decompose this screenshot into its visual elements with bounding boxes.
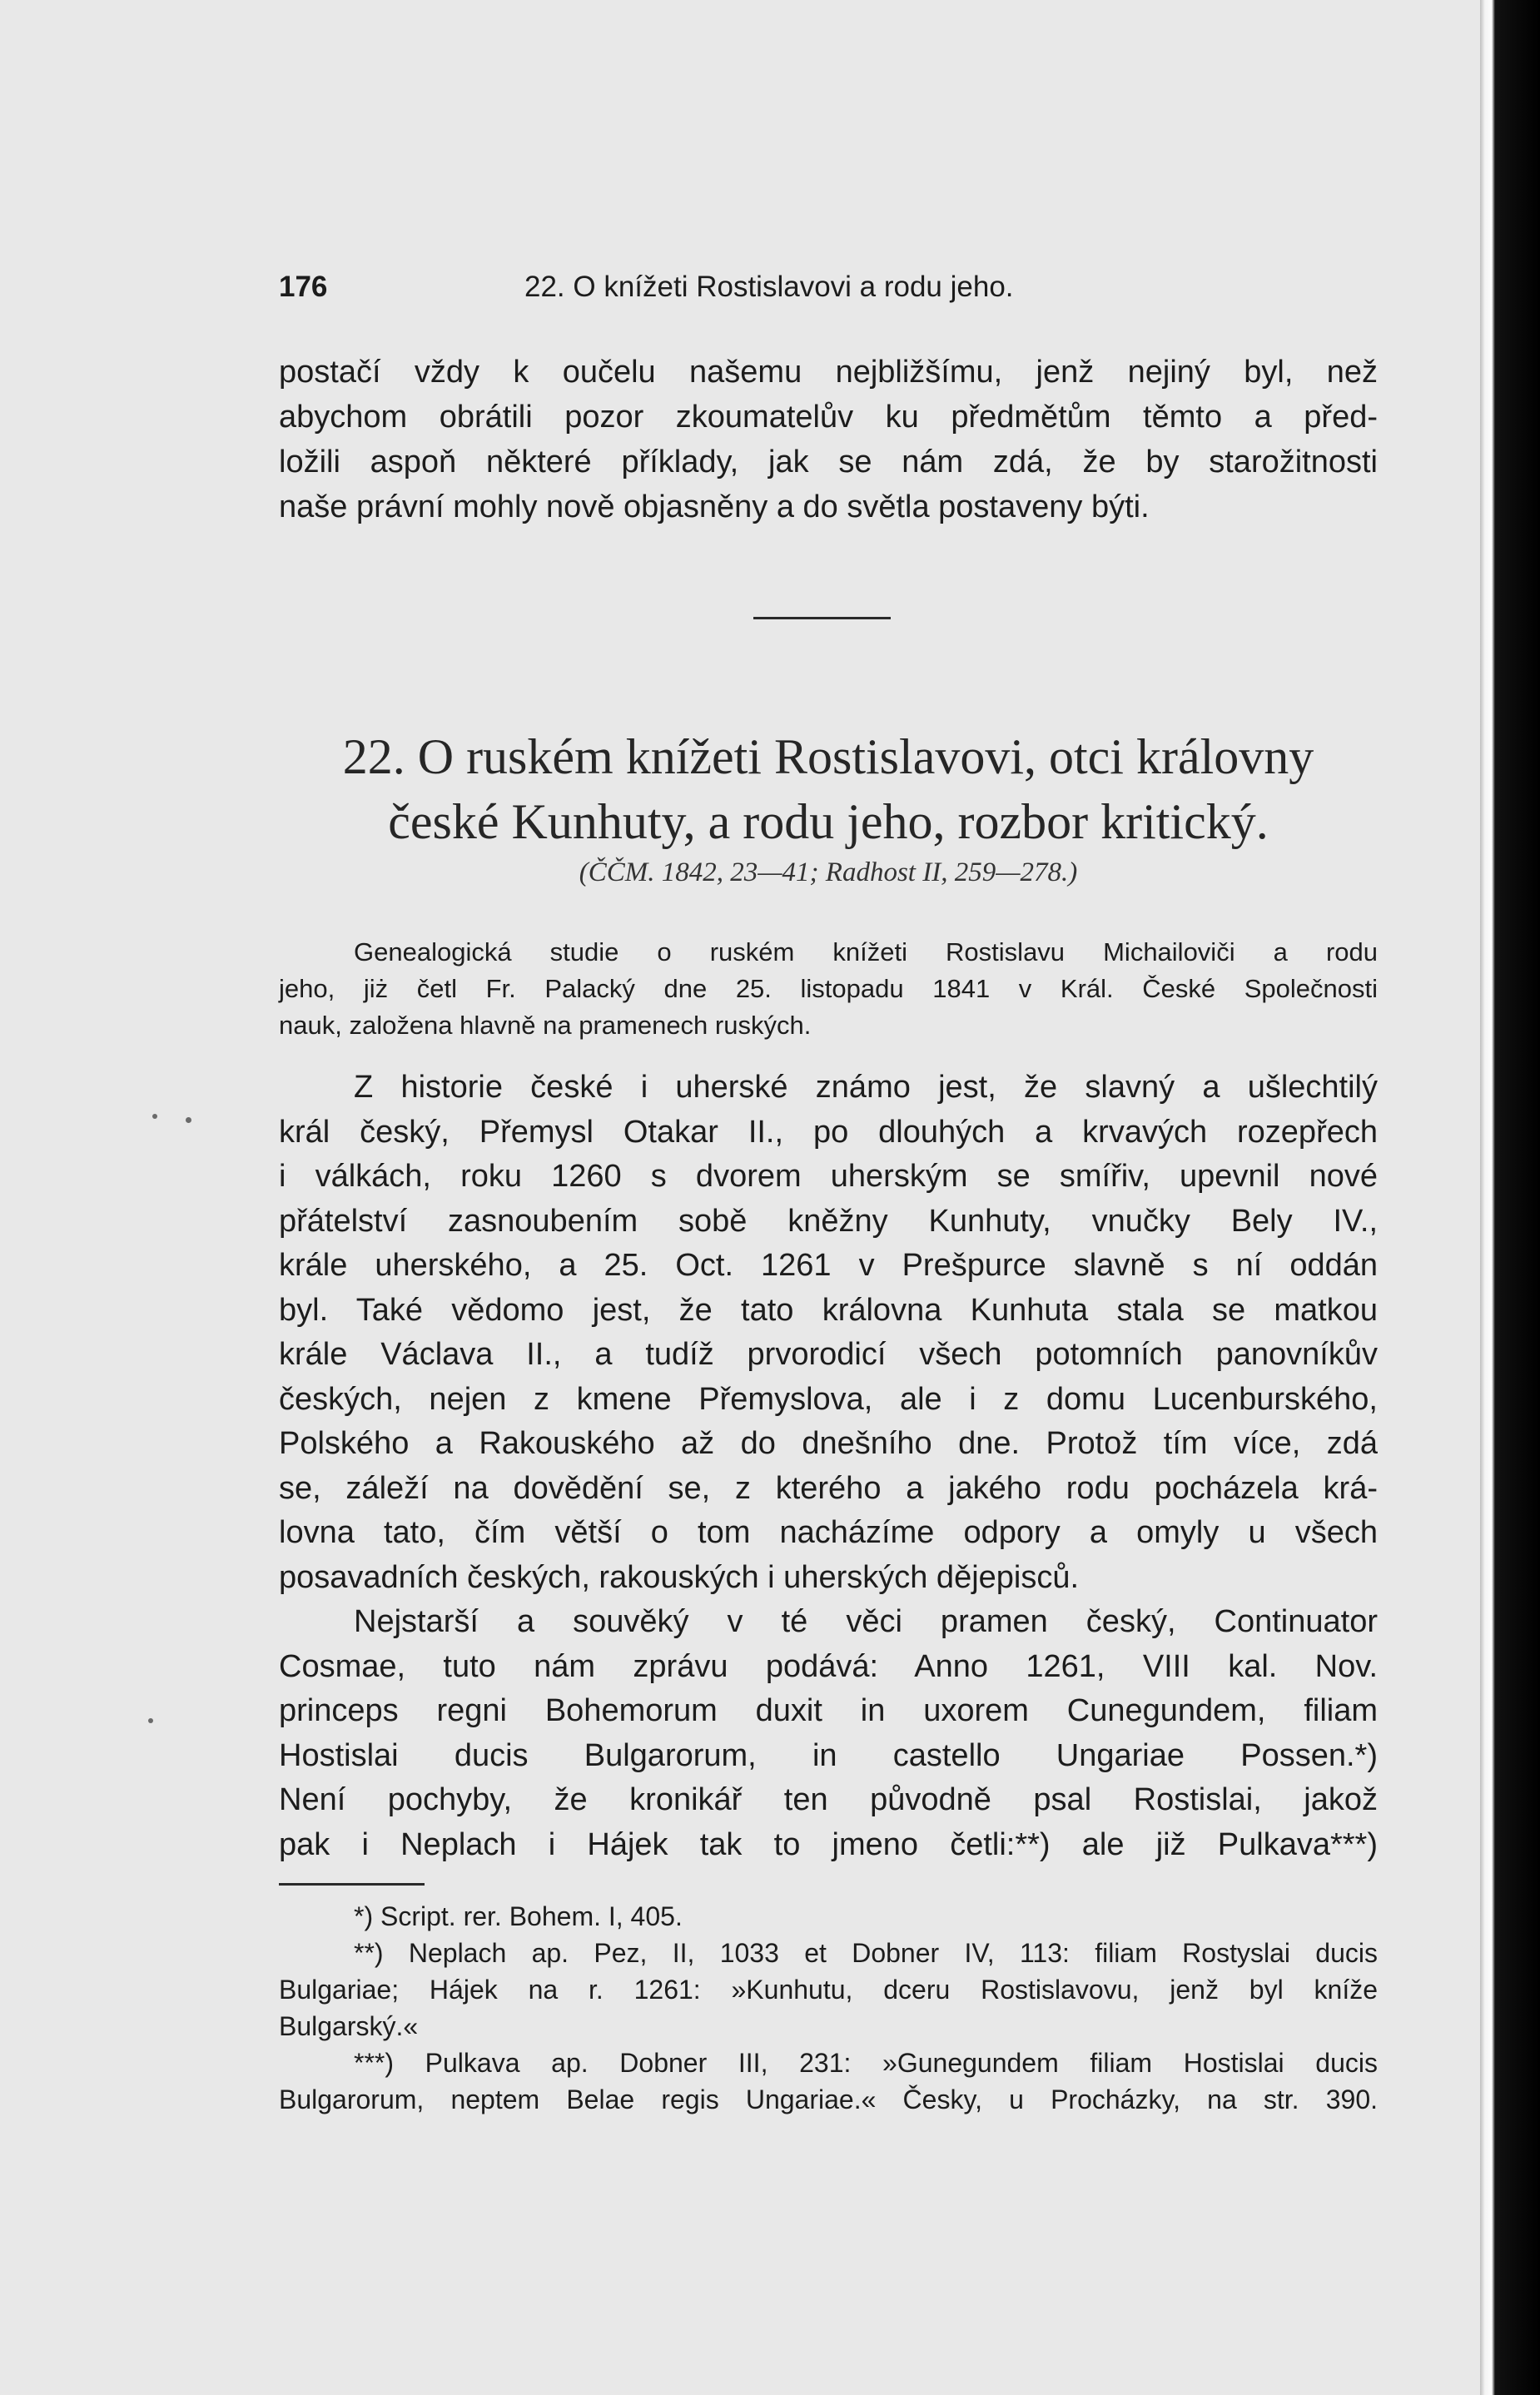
main-text bbox=[279, 1066, 1378, 1867]
text-line: postačí vždy k oučelu našemu nejbližšímu, jenž nejiný byl, než bbox=[279, 355, 1378, 390]
chapter-title-line: 22. O ruském knížeti Rostislavovi, otci královny bbox=[342, 729, 1314, 784]
scan-speck bbox=[152, 1114, 157, 1119]
footnotes bbox=[279, 1898, 1378, 2118]
text-line: byl. Také vědomo jest, že tato královna Kunhuta stala se matkou bbox=[279, 1292, 1378, 1328]
footnote-line: *) Script. rer. Bohem. I, 405. bbox=[354, 1901, 683, 1931]
chapter-title-line: české Kunhuty, a rodu jeho, rozbor kritický. bbox=[388, 794, 1269, 849]
text-line: českých, nejen z kmene Přemyslova, ale i z domu Lucenburského, bbox=[279, 1381, 1378, 1417]
text-line: Není pochyby, že kronikář ten původně psal Rostislai, jakož bbox=[279, 1782, 1378, 1817]
running-head: 22. O knížeti Rostislavovi a rodu jeho. bbox=[524, 271, 1014, 303]
text-line: krále uherského, a 25. Oct. 1261 v Prešpurce slavně s ní oddán bbox=[279, 1248, 1378, 1283]
text-line: Polského a Rakouského až do dnešního dne. Protož tím více, zdá bbox=[279, 1426, 1378, 1461]
text-line: pak i Neplach i Hájek tak to jmeno četli:**) ale již Pulkava***) bbox=[279, 1826, 1378, 1862]
text-line: přátelství zasnoubením sobě kněžny Kunhuty, vnučky Bely IV., bbox=[279, 1203, 1378, 1239]
text-line: abychom obrátili pozor zkoumatelův ku předmětům těmto a před- bbox=[279, 400, 1378, 435]
text-line: naše právní mohly nově objasněny a do světla postaveny býti. bbox=[279, 489, 1150, 524]
page-header bbox=[279, 271, 1378, 312]
text-line: lovna tato, čím větší o tom nacházíme odpory a omyly u všech bbox=[279, 1515, 1378, 1550]
footnote-line: Bulgarský.« bbox=[279, 2011, 419, 2041]
chapter-title bbox=[279, 724, 1378, 854]
text-line: nauk, založena hlavně na pramenech ruských. bbox=[279, 1011, 812, 1040]
text-line: jeho, jiż četl Fr. Palacký dne 25. listopadu 1841 v Král. České Společnosti bbox=[279, 974, 1378, 1003]
page-number: 176 bbox=[279, 271, 328, 303]
intro-note bbox=[279, 934, 1378, 1044]
text-line: se, záleží na dovědění se, z kterého a jakého rodu pocházela krá- bbox=[279, 1470, 1378, 1506]
continued-paragraph bbox=[279, 350, 1378, 529]
footnote-line: ***) Pulkava ap. Dobner III, 231: »Gunegundem filiam Hostislai ducis bbox=[354, 2048, 1378, 2078]
scan-speck bbox=[148, 1718, 153, 1723]
text-line: král český, Přemysl Otakar II., po dlouhých a krvavých rozepřech bbox=[279, 1114, 1378, 1150]
chapter-source-citation: (ČČM. 1842, 23—41; Radhost II, 259—278.) bbox=[579, 857, 1078, 887]
footnote-line: **) Neplach ap. Pez, II, 1033 et Dobner IV, 113: filiam Rostyslai ducis bbox=[354, 1938, 1378, 1968]
text-line: Nejstarší a souvěký v té věci pramen český, Continuator bbox=[354, 1604, 1378, 1639]
footnote-line: Bulgariae; Hájek na r. 1261: »Kunhutu, dceru Rostislavovu, jenž byl kníže bbox=[279, 1975, 1378, 2005]
text-line: Cosmae, tuto nám zprávu podává: Anno 1261, VIII kal. Nov. bbox=[279, 1648, 1378, 1684]
text-line: posavadních českých, rakouských i uherských dějepisců. bbox=[279, 1559, 1080, 1595]
text-line: princeps regni Bohemorum duxit in uxorem Cunegundem, filiam bbox=[279, 1693, 1378, 1728]
text-line: Z historie české i uherské známo jest, že slavný a ušlechtilý bbox=[354, 1070, 1378, 1105]
page-edge-shadow bbox=[1480, 0, 1540, 2395]
text-line: krále Václava II., a tudíž prvorodicí všech potomních panovníkův bbox=[279, 1337, 1378, 1372]
text-line: i válkách, roku 1260 s dvorem uherským se smířiv, upevnil nové bbox=[279, 1159, 1378, 1194]
footnote-divider bbox=[279, 1883, 425, 1886]
scan-speck bbox=[186, 1117, 191, 1123]
footnote-line: Bulgarorum, neptem Belae regis Ungariae.« Česky, u Procházky, na str. 390. bbox=[279, 2084, 1378, 2114]
text-line: ložili aspoň některé příklady, jak se nám zdá, že by starožitnosti bbox=[279, 445, 1378, 479]
text-line: Hostislai ducis Bulgarorum, in castello Ungariae Possen.*) bbox=[279, 1737, 1378, 1773]
text-line: Genealogická studie o ruském knížeti Rostislavu Michailoviči a rodu bbox=[354, 937, 1378, 966]
section-divider bbox=[753, 617, 891, 619]
